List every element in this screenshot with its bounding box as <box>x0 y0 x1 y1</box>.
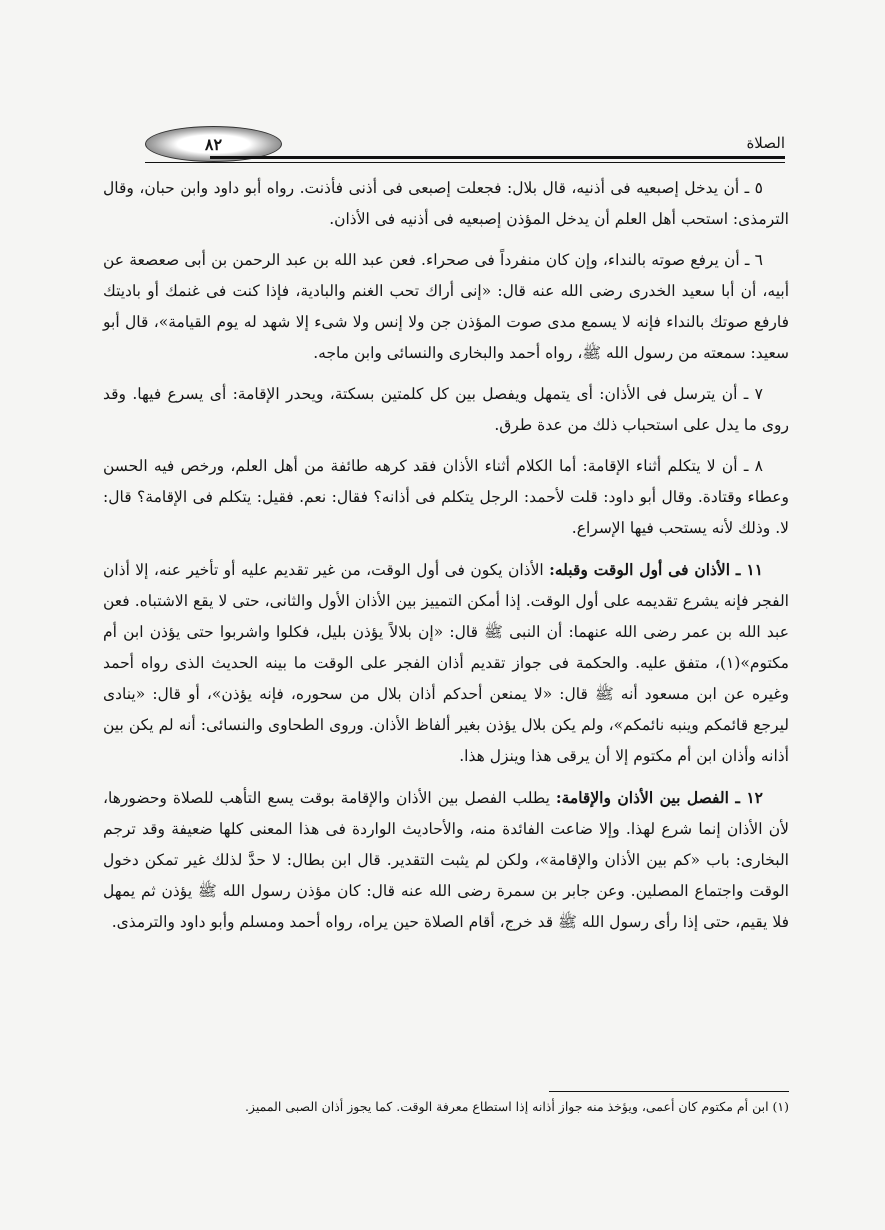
footnote: (١) ابن أم مكتوم كان أعمى، ويؤخذ منه جواز أذانه إذا استطاع معرفة الوقت. كما يجوز أذان الصبى المميز. <box>244 1099 789 1114</box>
footnote-divider <box>549 1091 789 1092</box>
paragraph-12 <box>103 782 789 938</box>
main-text <box>103 173 789 948</box>
running-title: الصلاة <box>746 134 785 152</box>
paragraph-heading: ١٢ ـ الفصل بين الأذان والإقامة: <box>555 788 763 807</box>
paragraph-heading: ١١ ـ الأذان فى أول الوقت وقبله: <box>549 560 763 579</box>
paragraph-text: الأذان يكون فى أول الوقت، من غير تقديم عليه أو تأخير عنه، إلا أذان الفجر فإنه يشرع تقديمه على أول الوقت. إذا أمكن التمييز بين الأذان الأول والثانى، حتى لا يقع الاشتباه. فعن عبد الله بن عمر رضى الله عنهما: أن النبى ﷺ قال: «إن بلالاً يؤذن بليل، فكلوا واشربوا حتى يؤذن ابن أم مكتوم»(١)، متفق عليه. والحكمة فى جواز تقديم أذان الفجر على الوقت ما بينه الحديث الذى رواه أحمد وغيره عن ابن مسعود أنه ﷺ قال: «لا يمنعن أحدكم أذان بلال من سحوره، فإنه يؤذن»، أو قال: «ينادى ليرجع قائمكم وينبه نائمكم»، ولم يكن بلال يؤذن بغير ألفاظ الأذان. وروى الطحاوى والنسائى: أنه لم يكن بين أذانه وأذان ابن أم مكتوم إلا أن يرقى هذا وينزل هذا. <box>103 561 789 765</box>
page-number: ٨٢ <box>204 134 223 154</box>
paragraph-5 <box>103 173 789 235</box>
paragraph-11 <box>103 554 789 772</box>
paragraph-6 <box>103 245 789 369</box>
paragraph-text: يطلب الفصل بين الأذان والإقامة بوقت يسع التأهب للصلاة وحضورها، لأن الأذان إنما شرع لهذا. وإلا ضاعت الفائدة منه، والأحاديث الواردة فى هذا المعنى كلها ضعيفة وقد ترجم البخارى: باب «كم بين الأذان والإقامة»، ولكن لم يثبت التقدير. قال ابن بطال: لا حدَّ لذلك غير تمكن دخول الوقت واجتماع المصلين. وعن جابر بن سمرة رضى الله عنه قال: كان مؤذن رسول الله ﷺ يؤذن ثم يمهل فلا يقيم، حتى إذا رأى رسول الله ﷺ قد خرج، أقام الصلاة حين يراه، رواه أحمد ومسلم وأبو داود والترمذى. <box>103 789 789 931</box>
paragraph-text: ٨ ـ أن لا يتكلم أثناء الإقامة: أما الكلام أثناء الأذان فقد كرهه طائفة من أهل العلم، ورخص فيه الحسن وعطاء وقتادة. وقال أبو داود: قلت لأحمد: الرجل يتكلم فى أذانه؟ فقال: نعم. فقيل: يتكلم فى الإقامة؟ قال: لا. وذلك لأنه يستحب فيها الإسراع. <box>103 457 789 537</box>
paragraph-text: ٦ ـ أن يرفع صوته بالنداء، وإن كان منفرداً فى صحراء. فعن عبد الله بن عبد الرحمن بن أبى صعصعة عن أبيه، أن أبا سعيد الخدرى رضى الله عنه قال: «إنى أراك تحب الغنم والبادية، فإذا كنت فى غنمك أو باديتك فارفع صوتك بالنداء فإنه لا يسمع مدى صوت المؤذن جن ولا إنس ولا شىء إلا شهد له يوم القيامة»، قال أبو سعيد: سمعته من رسول الله ﷺ، رواه أحمد والبخارى والنسائى وابن ماجه. <box>103 251 789 362</box>
paragraph-7 <box>103 379 789 441</box>
page-header <box>145 126 785 168</box>
paragraph-text: ٧ ـ أن يترسل فى الأذان: أى يتمهل ويفصل بين كل كلمتين بسكتة، ويحدر الإقامة: أى يسرع فيها. وقد روى ما يدل على استحباب ذلك من عدة طرق. <box>103 385 789 434</box>
header-rule-thin <box>145 162 785 163</box>
header-rule-thick <box>210 156 785 159</box>
paragraph-text: ٥ ـ أن يدخل إصبعيه فى أذنيه، قال بلال: فجعلت إصبعى فى أذنى فأذنت. رواه أبو داود وابن حبان، وقال الترمذى: استحب أهل العلم أن يدخل المؤذن إصبعيه فى أذنيه فى الأذان. <box>103 179 789 228</box>
paragraph-8 <box>103 451 789 544</box>
